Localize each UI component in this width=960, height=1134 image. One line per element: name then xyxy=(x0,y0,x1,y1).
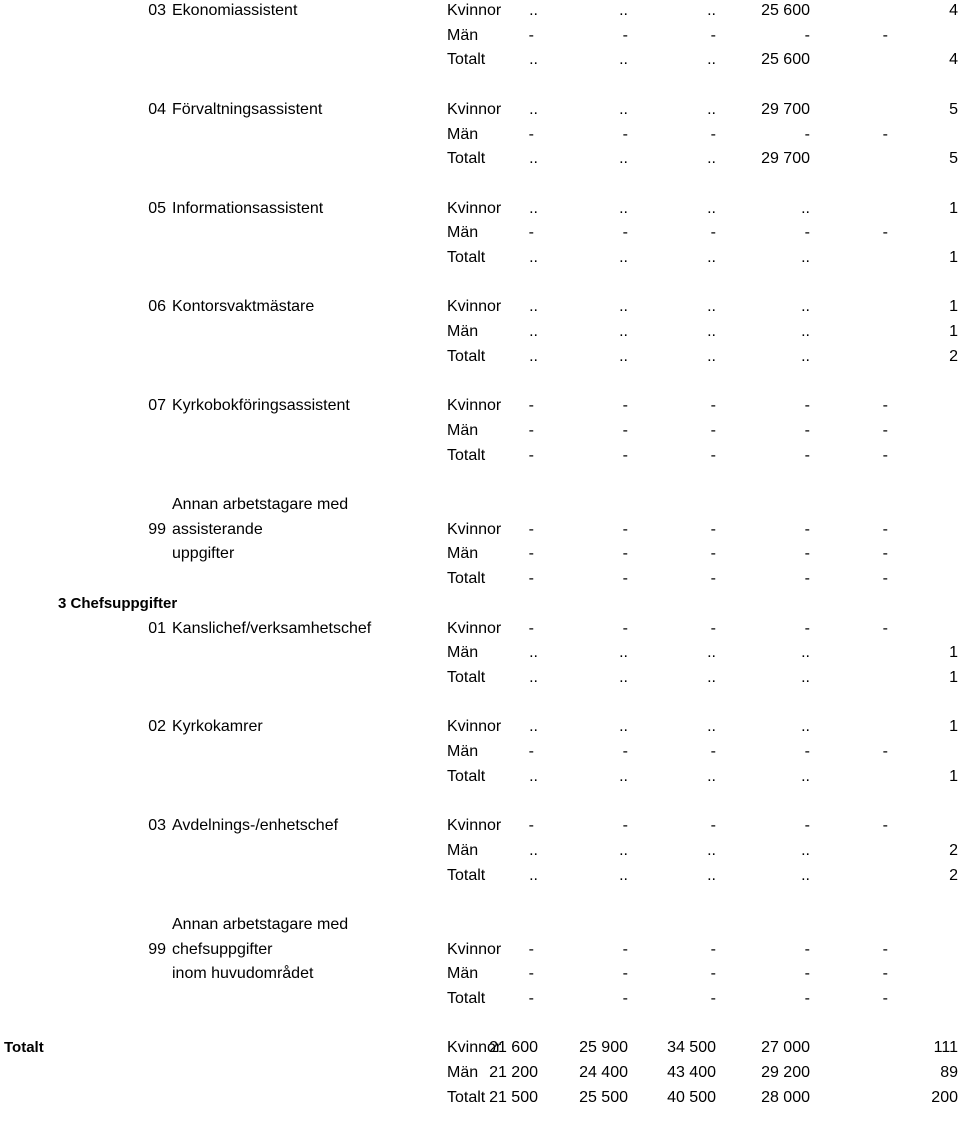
table-row xyxy=(0,246,960,270)
value-cell: - xyxy=(528,965,534,983)
value-cell: - xyxy=(528,224,534,242)
value-cell: - xyxy=(528,570,534,588)
gender-label: Kvinnor xyxy=(447,940,502,958)
value-cell: 25 900 xyxy=(579,1039,628,1057)
value-cell: .. xyxy=(619,718,628,736)
gender-label: Totalt xyxy=(447,249,486,266)
value-cell: - xyxy=(710,520,716,538)
table-row xyxy=(0,394,960,418)
table-row xyxy=(0,320,960,344)
value-cell: .. xyxy=(707,668,716,686)
value-cell: .. xyxy=(529,841,538,859)
value-cell: .. xyxy=(529,718,538,736)
gender-label: Kvinnor xyxy=(447,520,502,538)
value-cell: .. xyxy=(529,100,538,118)
occupation-name: assisterande xyxy=(172,520,263,538)
grand-total-row xyxy=(0,1086,960,1110)
gender-label: Totalt xyxy=(447,347,486,365)
value-cell: - xyxy=(528,545,534,563)
value-cell: .. xyxy=(619,323,628,341)
value-cell: .. xyxy=(619,866,628,884)
value-cell: - xyxy=(622,421,628,439)
table-row xyxy=(0,98,960,122)
table-row xyxy=(0,765,960,789)
value-cell: .. xyxy=(801,298,810,316)
value-cell: - xyxy=(882,570,888,588)
value-cell: .. xyxy=(529,767,538,785)
table-row xyxy=(0,24,960,48)
value-cell: - xyxy=(622,520,628,538)
value-cell: .. xyxy=(619,51,628,69)
value-cell: - xyxy=(622,743,628,760)
value-cell: 1 xyxy=(949,668,958,686)
value-cell: 89 xyxy=(940,1064,958,1082)
value-cell: - xyxy=(528,619,534,637)
value-cell: - xyxy=(882,965,888,983)
value-cell: 1 xyxy=(949,767,958,785)
value-cell: - xyxy=(710,397,716,415)
value-cell: - xyxy=(528,990,534,1007)
table-row xyxy=(0,0,960,23)
value-cell: - xyxy=(882,817,888,835)
value-cell: - xyxy=(710,446,716,464)
gender-label: Kvinnor xyxy=(447,1039,502,1057)
occupation-code: 02 xyxy=(148,718,166,736)
value-cell: 5 xyxy=(949,150,958,168)
value-cell: 43 400 xyxy=(667,1064,716,1082)
gender-label: Män xyxy=(447,421,479,439)
gender-label: Totalt xyxy=(447,51,486,69)
value-cell: .. xyxy=(619,767,628,785)
value-cell: - xyxy=(804,965,810,983)
value-cell: - xyxy=(622,570,628,588)
table-row xyxy=(0,740,960,764)
gender-label: Kvinnor xyxy=(447,100,502,118)
value-cell: - xyxy=(710,545,716,563)
value-cell: - xyxy=(710,743,716,760)
value-cell: .. xyxy=(801,249,810,266)
occupation-code: 06 xyxy=(148,298,166,316)
occupation-name: Annan arbetstagare med xyxy=(172,496,349,513)
table-row xyxy=(0,345,960,369)
value-cell: - xyxy=(804,397,810,415)
value-cell: .. xyxy=(529,866,538,884)
value-cell: .. xyxy=(801,767,810,785)
value-cell: - xyxy=(622,26,628,44)
value-cell: .. xyxy=(801,668,810,686)
value-cell: .. xyxy=(619,347,628,365)
value-cell: .. xyxy=(529,347,538,365)
value-cell: - xyxy=(710,26,716,44)
value-cell: - xyxy=(622,965,628,983)
value-cell: - xyxy=(710,224,716,242)
section-heading: 3 Chefsuppgifter xyxy=(58,594,178,612)
value-cell: - xyxy=(882,990,888,1007)
value-cell: - xyxy=(528,421,534,439)
value-cell: .. xyxy=(529,298,538,316)
grand-total-row xyxy=(0,1061,960,1085)
value-cell: - xyxy=(882,224,888,242)
value-cell: - xyxy=(804,743,810,760)
value-cell: 4 xyxy=(949,2,958,19)
value-cell: - xyxy=(528,397,534,415)
value-cell: - xyxy=(710,619,716,637)
value-cell: .. xyxy=(707,347,716,365)
value-cell: - xyxy=(804,990,810,1007)
table-row xyxy=(0,938,960,962)
gender-label: Totalt xyxy=(447,990,486,1007)
gender-label: Totalt xyxy=(447,866,486,884)
value-cell: 2 xyxy=(949,841,958,859)
occupation-name: Kanslichef/verksamhetschef xyxy=(172,619,372,637)
value-cell: .. xyxy=(619,100,628,118)
occupation-name: uppgifter xyxy=(172,545,235,563)
value-cell: - xyxy=(804,26,810,44)
value-cell: .. xyxy=(619,644,628,662)
occupation-name: Kyrkokamrer xyxy=(172,718,263,736)
value-cell: - xyxy=(882,520,888,538)
table-row xyxy=(0,123,960,147)
value-cell: .. xyxy=(707,841,716,859)
value-cell: - xyxy=(882,619,888,637)
value-cell: - xyxy=(528,520,534,538)
value-cell: .. xyxy=(801,718,810,736)
value-cell: - xyxy=(622,125,628,143)
value-cell: - xyxy=(622,940,628,958)
value-cell: 1 xyxy=(949,718,958,736)
table-row xyxy=(0,542,960,566)
value-cell: - xyxy=(710,940,716,958)
occupation-line-row xyxy=(0,493,960,517)
value-cell: .. xyxy=(707,100,716,118)
occupation-name: Kyrkobokföringsassistent xyxy=(172,397,350,415)
value-cell: - xyxy=(804,545,810,563)
gender-label: Kvinnor xyxy=(447,619,502,637)
occupation-code: 07 xyxy=(148,397,166,415)
value-cell: - xyxy=(710,817,716,835)
value-cell: .. xyxy=(529,323,538,341)
value-cell: - xyxy=(882,446,888,464)
value-cell: - xyxy=(882,397,888,415)
gender-label: Totalt xyxy=(447,446,486,464)
value-cell: 40 500 xyxy=(667,1088,716,1106)
value-cell: - xyxy=(804,421,810,439)
value-cell: 111 xyxy=(933,1039,958,1057)
value-cell: - xyxy=(882,125,888,143)
table-row xyxy=(0,987,960,1011)
occupation-name: Ekonomiassistent xyxy=(172,2,298,19)
value-cell: .. xyxy=(619,298,628,316)
value-cell: - xyxy=(882,421,888,439)
value-cell: .. xyxy=(707,150,716,168)
value-cell: - xyxy=(710,570,716,588)
value-cell: - xyxy=(710,965,716,983)
value-cell: .. xyxy=(707,199,716,217)
value-cell: .. xyxy=(801,199,810,217)
value-cell: - xyxy=(528,26,534,44)
gender-label: Män xyxy=(447,125,479,143)
table-row xyxy=(0,814,960,838)
occupation-code: 03 xyxy=(148,817,166,835)
value-cell: - xyxy=(882,545,888,563)
value-cell: .. xyxy=(529,150,538,168)
value-cell: 1 xyxy=(949,298,958,316)
value-cell: 1 xyxy=(949,249,958,266)
occupation-code: 01 xyxy=(148,619,166,637)
value-cell: 2 xyxy=(949,347,958,365)
gender-label: Män xyxy=(447,26,479,44)
gender-label: Totalt xyxy=(447,668,486,686)
value-cell: .. xyxy=(707,644,716,662)
table-row xyxy=(0,197,960,221)
table-row xyxy=(0,962,960,986)
grand-total-label: Totalt xyxy=(4,1039,44,1057)
occupation-name: Avdelnings-/enhetschef xyxy=(172,817,339,835)
value-cell: - xyxy=(622,817,628,835)
value-cell: .. xyxy=(619,841,628,859)
value-cell: .. xyxy=(529,199,538,217)
value-cell: .. xyxy=(707,866,716,884)
value-cell: - xyxy=(622,397,628,415)
gender-label: Män xyxy=(447,545,479,563)
value-cell: 27 000 xyxy=(761,1039,810,1057)
value-cell: - xyxy=(882,940,888,958)
gender-label: Kvinnor xyxy=(447,817,502,835)
value-cell: - xyxy=(528,940,534,958)
value-cell: .. xyxy=(801,866,810,884)
value-cell: - xyxy=(622,446,628,464)
gender-label: Män xyxy=(447,224,479,242)
gender-label: Totalt xyxy=(447,1088,486,1106)
value-cell: 21 200 xyxy=(489,1064,538,1082)
value-cell: - xyxy=(622,224,628,242)
value-cell: .. xyxy=(529,644,538,662)
occupation-name: Förvaltningsassistent xyxy=(172,100,323,118)
value-cell: 34 500 xyxy=(667,1039,716,1057)
value-cell: - xyxy=(882,743,888,760)
value-cell: 21 600 xyxy=(489,1039,538,1057)
gender-label: Kvinnor xyxy=(447,718,502,736)
value-cell: - xyxy=(710,125,716,143)
value-cell: .. xyxy=(707,51,716,69)
occupation-line-row xyxy=(0,913,960,937)
table-row xyxy=(0,567,960,591)
grand-total-row xyxy=(0,1036,960,1060)
value-cell: - xyxy=(528,446,534,464)
value-cell: 25 600 xyxy=(761,51,810,69)
value-cell: - xyxy=(804,940,810,958)
gender-label: Män xyxy=(447,743,479,760)
table-row xyxy=(0,295,960,319)
value-cell: 2 xyxy=(949,866,958,884)
gender-label: Kvinnor xyxy=(447,2,502,19)
value-cell: - xyxy=(804,817,810,835)
value-cell: .. xyxy=(529,51,538,69)
occupation-name: Kontorsvaktmästare xyxy=(172,298,315,316)
value-cell: 21 500 xyxy=(489,1088,538,1106)
value-cell: - xyxy=(804,224,810,242)
value-cell: - xyxy=(710,990,716,1007)
value-cell: .. xyxy=(529,249,538,266)
value-cell: .. xyxy=(619,249,628,266)
gender-label: Kvinnor xyxy=(447,298,502,316)
value-cell: .. xyxy=(529,668,538,686)
gender-label: Totalt xyxy=(447,150,486,168)
value-cell: .. xyxy=(619,2,628,19)
value-cell: .. xyxy=(619,199,628,217)
value-cell: .. xyxy=(801,347,810,365)
occupation-name: inom huvudområdet xyxy=(172,965,314,983)
value-cell: .. xyxy=(707,718,716,736)
value-cell: - xyxy=(622,990,628,1007)
value-cell: - xyxy=(804,619,810,637)
value-cell: - xyxy=(882,26,888,44)
table-row xyxy=(0,221,960,245)
occupation-code: 04 xyxy=(148,100,166,118)
value-cell: - xyxy=(528,125,534,143)
gender-label: Män xyxy=(447,323,479,341)
table-row xyxy=(0,617,960,641)
gender-label: Män xyxy=(447,965,479,983)
value-cell: 25 600 xyxy=(761,2,810,19)
value-cell: - xyxy=(528,817,534,835)
value-cell: 24 400 xyxy=(579,1064,628,1082)
value-cell: - xyxy=(710,421,716,439)
gender-label: Män xyxy=(447,841,479,859)
section-heading-row xyxy=(0,592,960,616)
value-cell: .. xyxy=(801,644,810,662)
value-cell: - xyxy=(622,545,628,563)
value-cell: .. xyxy=(707,767,716,785)
value-cell: 5 xyxy=(949,100,958,118)
occupation-code: 99 xyxy=(148,520,166,538)
table-row xyxy=(0,715,960,739)
table-row xyxy=(0,666,960,690)
value-cell: - xyxy=(804,125,810,143)
value-cell: - xyxy=(528,743,534,760)
occupation-code: 05 xyxy=(148,199,166,217)
value-cell: .. xyxy=(529,2,538,19)
table-row xyxy=(0,864,960,888)
gender-label: Totalt xyxy=(447,570,486,588)
value-cell: 25 500 xyxy=(579,1088,628,1106)
occupation-name: Annan arbetstagare med xyxy=(172,915,349,933)
occupation-code: 03 xyxy=(148,2,166,19)
occupation-name: chefsuppgifter xyxy=(172,940,273,958)
value-cell: - xyxy=(804,446,810,464)
occupation-name: Informationsassistent xyxy=(172,199,324,217)
gender-label: Män xyxy=(447,644,479,662)
value-cell: 200 xyxy=(931,1088,958,1106)
gender-label: Män xyxy=(447,1064,479,1082)
value-cell: .. xyxy=(619,150,628,168)
gender-label: Kvinnor xyxy=(447,199,502,217)
value-cell: .. xyxy=(707,2,716,19)
value-cell: 29 700 xyxy=(761,150,810,168)
table-row xyxy=(0,419,960,443)
table-row xyxy=(0,839,960,863)
gender-label: Kvinnor xyxy=(447,397,502,415)
value-cell: 4 xyxy=(949,51,958,69)
value-cell: - xyxy=(622,619,628,637)
value-cell: 28 000 xyxy=(761,1088,810,1106)
occupation-code: 99 xyxy=(148,940,166,958)
value-cell: 1 xyxy=(949,199,958,217)
value-cell: 1 xyxy=(949,323,958,341)
value-cell: .. xyxy=(707,323,716,341)
value-cell: - xyxy=(804,570,810,588)
value-cell: .. xyxy=(801,841,810,859)
value-cell: .. xyxy=(707,298,716,316)
table-row xyxy=(0,641,960,665)
gender-label: Totalt xyxy=(447,767,486,785)
value-cell: .. xyxy=(619,668,628,686)
table-row xyxy=(0,48,960,72)
value-cell: - xyxy=(804,520,810,538)
value-cell: 29 700 xyxy=(761,100,810,118)
value-cell: 29 200 xyxy=(761,1064,810,1082)
value-cell: .. xyxy=(801,323,810,341)
value-cell: .. xyxy=(707,249,716,266)
value-cell: 1 xyxy=(949,644,958,662)
table-row xyxy=(0,444,960,468)
table-row xyxy=(0,518,960,542)
table-row xyxy=(0,147,960,171)
